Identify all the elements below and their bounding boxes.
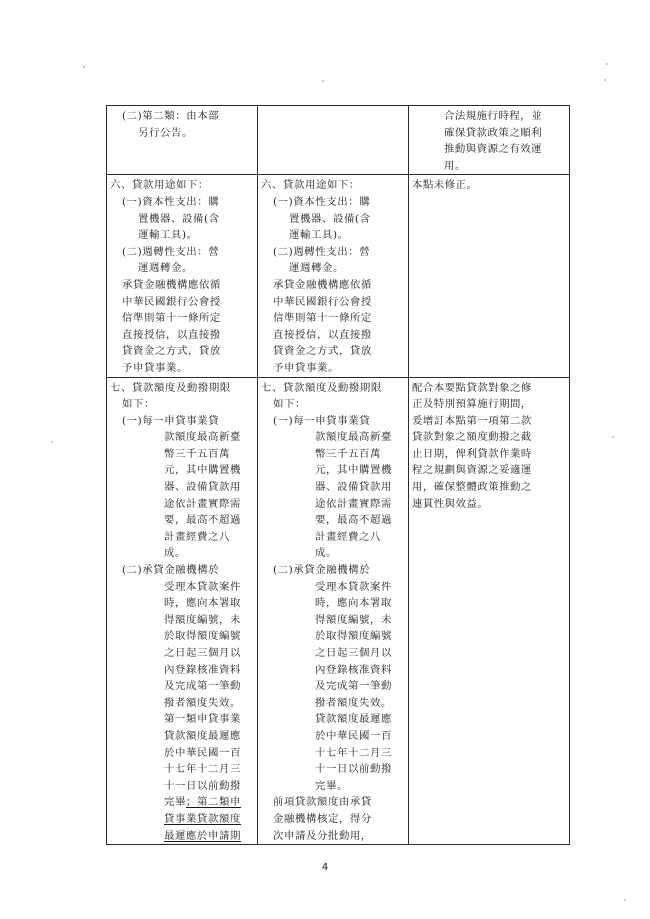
amended-text-underlined: ；第二類申 — [185, 796, 241, 809]
provision-line: 於取得額度編號 — [164, 630, 241, 643]
provision-line: 元，其中購置機 — [315, 464, 392, 477]
provision-line: 運輸工具)。 — [289, 229, 349, 242]
explanation-line: 用。 — [444, 159, 466, 172]
provision-line: 信準則第十一條所定 — [273, 312, 372, 325]
scan-speck — [624, 899, 626, 901]
provision-line: 時，應向本署取 — [315, 597, 392, 610]
provision-line: 得額度編號，未 — [315, 613, 392, 626]
provision-line: 前項貸款額度由承貸 — [273, 796, 372, 809]
provision-line: 完畢。 — [315, 779, 348, 792]
explanation-cell — [409, 106, 570, 175]
provision-line: 中華民國銀行公會授 — [273, 295, 372, 308]
table-row — [107, 377, 570, 845]
explanation-line: 用，確保整體政策推動之 — [412, 481, 532, 494]
provision-line: 於中華民國一百 — [164, 746, 241, 759]
article-heading: 六、貸款用途如下： — [110, 179, 209, 192]
scan-speck — [322, 80, 324, 82]
current-provision-cell — [258, 106, 409, 175]
table-row — [107, 106, 570, 175]
provision-line: (二)承貸金融機構於 — [273, 564, 371, 577]
explanation-line: 配合本要點貸款對象之修 — [412, 381, 532, 394]
explanation-line: 推動與資源之有效運 — [444, 143, 543, 156]
provision-line: 及完成第一筆動 — [315, 680, 392, 693]
article-heading: 七、貸款額度及動撥期限 — [110, 381, 231, 394]
table-row — [107, 175, 570, 377]
provision-line: 時，應向本署取 — [164, 597, 241, 610]
scan-speck — [83, 66, 85, 68]
provision-line: 於中華民國一百 — [315, 729, 392, 742]
provision-line: 運週轉金。 — [289, 262, 344, 275]
scan-speck — [612, 436, 614, 438]
provision-line: 款額度最高新臺 — [315, 431, 392, 444]
provision-line: 於取得額度編號 — [315, 630, 392, 643]
provision-line: 款額度最高新臺 — [164, 431, 241, 444]
provision-line: (一)資本性支出：購 — [122, 195, 220, 208]
provision-line: 貸資金之方式，貸放 — [122, 345, 221, 358]
provision-line: 承貸金融機構應依循 — [273, 278, 372, 291]
provision-line: (二)週轉性支出：營 — [273, 245, 371, 258]
provision-line: 貸款額度最遲應 — [315, 713, 392, 726]
article-heading: 六、貸款用途如下： — [261, 179, 360, 192]
provision-line: (一)每一申貸事業貸 — [122, 414, 220, 427]
explanation-line: 合法規施行時程，並 — [444, 110, 543, 122]
provision-line: 運週轉金。 — [138, 262, 193, 275]
provision-line: 貸款額度最遲應 — [164, 729, 241, 742]
explanation-line: 確保貸款政策之順利 — [444, 126, 543, 139]
provision-line: 之日起三個月以 — [315, 647, 392, 659]
comparison-table — [106, 105, 570, 845]
provision-line: 次申請及分批動用， — [273, 829, 372, 842]
provision-line: 十七年十二月三 — [164, 763, 241, 776]
provision-line: 十一日以前動撥 — [315, 763, 392, 776]
provision-line: 直接授信，以直接撥 — [273, 328, 372, 341]
provision-line: 要，最高不超過 — [315, 514, 392, 527]
amended-text-underlined: 最遲應於申請期 — [164, 829, 241, 842]
provision-line: 予申貸事業。 — [273, 361, 339, 374]
provision-line: 受理本貸款案件 — [164, 580, 241, 593]
provision-line: 受理本貸款案件 — [315, 580, 392, 593]
provision-line: 如下： — [122, 398, 155, 411]
provision-line: 器、設備貸款用 — [315, 481, 392, 494]
provision-line: 貸資金之方式，貸放 — [273, 345, 372, 358]
provision-line: 成。 — [164, 547, 186, 560]
provision-line — [110, 794, 254, 811]
amended-text-underlined: 貸事業貸款額度 — [164, 812, 241, 825]
provision-line: 信準則第十一條所定 — [122, 312, 221, 325]
scan-speck — [606, 63, 608, 65]
explanation-line: 程之規劃與資源之妥適運 — [412, 464, 532, 477]
provision-line: 計畫經費之八 — [164, 530, 230, 543]
current-provision-cell — [258, 377, 409, 845]
provision-line: 予申貸事業。 — [122, 361, 188, 374]
provision-line: (二)週轉性支出：營 — [122, 245, 220, 258]
provision-line: 中華民國銀行公會授 — [122, 295, 221, 308]
provision-line: 置機器、設備(含 — [289, 212, 371, 225]
provision-line: 幣三千五百萬 — [315, 447, 381, 460]
provision-line: 運輸工具)。 — [138, 229, 198, 242]
page-number: 4 — [321, 862, 329, 873]
provision-line: 幣三千五百萬 — [164, 447, 230, 460]
amended-provision-cell — [107, 106, 258, 175]
provision-line: 第一類申貸事業 — [164, 713, 241, 726]
amended-provision-cell — [107, 377, 258, 845]
explanation-cell — [409, 175, 570, 377]
provision-line: 內登錄核准資料 — [164, 663, 241, 676]
explanation-cell — [409, 377, 570, 845]
explanation-line: 貸款對象之額度動撥之截 — [412, 431, 532, 444]
provision-line: 器、設備貸款用 — [164, 481, 241, 494]
provision-line: (二)第二類：由本部 — [122, 110, 220, 122]
provision-line: 得額度編號，未 — [164, 613, 241, 626]
scan-speck — [51, 441, 53, 443]
provision-line: 撥者額度失效。 — [315, 696, 392, 709]
amended-provision-cell — [107, 175, 258, 377]
provision-line: 途依計畫實際需 — [164, 497, 241, 510]
provision-line: 及完成第一筆動 — [164, 680, 241, 693]
current-provision-cell — [258, 175, 409, 377]
explanation-line: 止日期，俾利貸款作業時 — [412, 447, 532, 460]
provision-line: 撥者額度失效。 — [164, 696, 241, 709]
explanation-line: 本點未修正。 — [412, 179, 478, 192]
provision-line: 途依計畫實際需 — [315, 497, 392, 510]
provision-line: 十七年十二月三 — [315, 746, 392, 759]
explanation-line: 連貫性與效益。 — [412, 497, 489, 510]
provision-line: 金融機構核定，得分 — [273, 812, 372, 825]
provision-line: 承貸金融機構應依循 — [122, 278, 221, 291]
provision-line: 內登錄核准資料 — [315, 663, 392, 676]
provision-line: 成。 — [315, 547, 337, 560]
explanation-line: 正及特別預算施行期間， — [412, 398, 532, 411]
provision-line: (二)承貸金融機構於 — [122, 564, 220, 577]
provision-line: 之日起三個月以 — [164, 647, 241, 659]
provision-line: 元，其中購置機 — [164, 464, 241, 477]
provision-line: 直接授信，以直接撥 — [122, 328, 221, 341]
provision-line: 另行公告。 — [138, 126, 193, 139]
provision-text: 完畢 — [164, 796, 186, 809]
provision-line: 計畫經費之八 — [315, 530, 381, 543]
scan-speck — [604, 79, 606, 81]
provision-line: 要，最高不超過 — [164, 514, 241, 527]
article-heading: 七、貸款額度及動撥期限 — [261, 381, 382, 394]
provision-line: 十一日以前動撥 — [164, 779, 241, 792]
provision-line: 置機器、設備(含 — [138, 212, 220, 225]
explanation-line: 爰增訂本點第一項第二款 — [412, 414, 532, 427]
provision-line: (一)每一申貸事業貸 — [273, 414, 371, 427]
provision-line: (一)資本性支出：購 — [273, 195, 371, 208]
provision-line: 如下： — [273, 398, 306, 411]
